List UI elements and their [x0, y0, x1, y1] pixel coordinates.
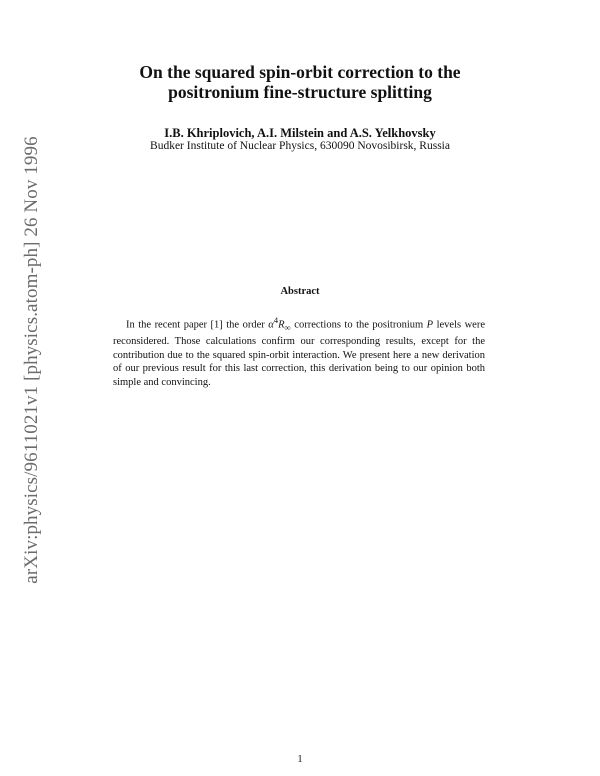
citation-reference: [1]: [210, 319, 223, 331]
abstract-text-order: the order: [222, 319, 269, 331]
abstract-paragraph: [113, 314, 485, 390]
abstract-text-start: In the recent paper: [126, 319, 211, 331]
arxiv-identifier-stamp: arXiv:physics/9611021v1 [physics.atom-ph] 26 Nov 1996: [21, 136, 42, 584]
p-level-symbol: P: [426, 319, 434, 331]
abstract-text-rest: levels were reconsidered. Those calculations confirm our corresponding results, except for the contribution due to the squared spin-orbit interaction. We present here a new derivation of our previous result for this last correction, this derivation being to our opinion both simple and convincing.: [113, 319, 485, 388]
page-number: 1: [297, 754, 303, 765]
abstract-heading: Abstract: [280, 286, 320, 297]
paper-title: [60, 62, 540, 102]
alpha-exponent: 4: [273, 315, 279, 325]
alpha-symbol: α: [268, 319, 274, 331]
rydberg-subscript: ∞: [284, 322, 291, 333]
author-affiliation: Budker Institute of Nuclear Physics, 630090 Novosibirsk, Russia: [150, 140, 450, 152]
abstract-text-middle: corrections to the positronium: [290, 319, 427, 331]
title-line-1: On the squared spin-orbit correction to the: [139, 62, 461, 82]
author-list: I.B. Khriplovich, A.I. Milstein and A.S. Yelkhovsky: [164, 126, 436, 140]
rydberg-symbol: R: [278, 319, 285, 331]
title-line-2: positronium fine-structure splitting: [168, 82, 432, 102]
